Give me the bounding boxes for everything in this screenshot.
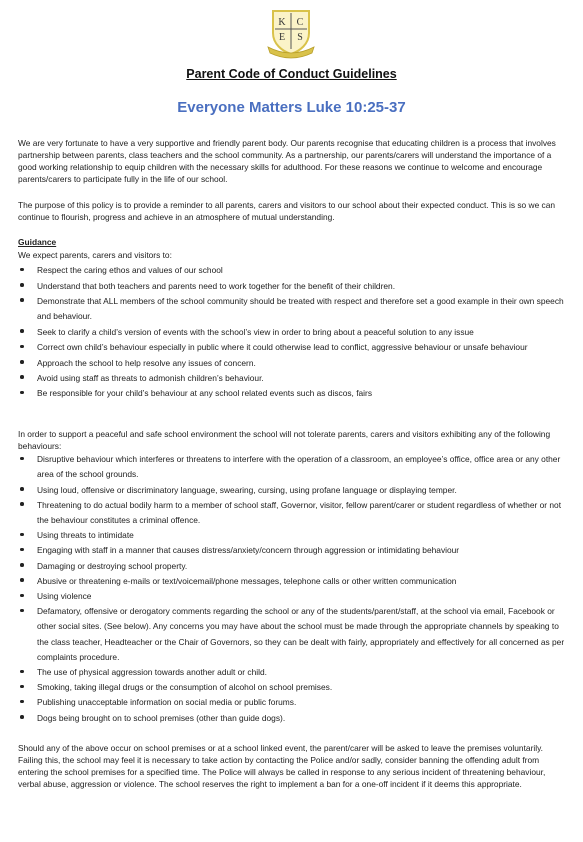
intro-paragraph bbox=[18, 137, 566, 185]
guidance-item: Demonstrate that ALL members of the school community should be treated with respect and therefore set a good example in their own speech and behaviour. bbox=[18, 294, 566, 325]
guidance-item: Approach the school to help resolve any issues of concern. bbox=[18, 356, 566, 371]
crest-letter-e: E bbox=[278, 32, 286, 43]
behaviour-item: Defamatory, offensive or derogatory comments regarding the school or any of the students/parent/staff, at the school via email, Facebook or other social sites. (See below). Any concerns you may have about the school must be made through the appropriate channels by speaking to the class teacher, Headteacher or the Chair of Governors, so they can be dealt with fairly, appropriately and effectively for all concerned as per complaints procedure. bbox=[18, 604, 566, 665]
behaviour-item: Publishing unacceptable information on social media or public forums. bbox=[18, 695, 566, 710]
behaviour-item: Using threats to intimidate bbox=[18, 528, 566, 543]
behaviour-item: Smoking, taking illegal drugs or the consumption of alcohol on school premises. bbox=[18, 680, 566, 695]
school-crest-logo bbox=[265, 9, 317, 59]
crest-letter-k: K bbox=[278, 17, 286, 28]
conclusion-text: Should any of the above occur on school premises or at a school linked event, the parent/carer will be asked to leave the premises voluntarily. Failing this, the school may feel it is necessary to take action by contacting the Police and/or sadly, consider banning the offending adult from entering the school premises for a specified time. The Police will always be called in response to any serious incident of threatening behaviour, verbal abuse, aggression or violence. The school reserves the right to implement a ban for a one-off incident if it deems this appropriate. bbox=[18, 743, 546, 790]
guidance-item: Correct own child’s behaviour especially in public where it could otherwise lead to conflict, aggressive behaviour or unsafe behaviour bbox=[18, 340, 566, 355]
guidance-item: Seek to clarify a child’s version of events with the school’s view in order to bring about a peaceful solution to any issue bbox=[18, 325, 566, 340]
behaviours-section bbox=[18, 428, 566, 726]
intro-text: We are very fortunate to have a very supportive and friendly parent body. Our parents recognise that educating children is a process that involves partnership between parents, class teachers and the school community. As a partnership, our parents/carers will understand the importance of a good working relationship to equip children with the necessary skills for adulthood. For these reasons we continue to welcome and encourage parents/carers to participate fully in the life of our school. bbox=[18, 138, 556, 185]
behaviour-item: The use of physical aggression towards another adult or child. bbox=[18, 665, 566, 680]
behaviour-item: Using loud, offensive or discriminatory language, swearing, cursing, using profane language or displaying temper. bbox=[18, 483, 566, 498]
guidance-item: Be responsible for your child’s behaviour at any school related events such as discos, fairs bbox=[18, 386, 566, 401]
school-motto: Everyone Matters Luke 10:25-37 bbox=[177, 99, 406, 116]
behaviour-item: Disruptive behaviour which interferes or threatens to interfere with the operation of a classroom, an employee’s office, office area or any other area of the school grounds. bbox=[18, 452, 566, 482]
guidance-item: Respect the caring ethos and values of our school bbox=[18, 263, 566, 278]
guidance-item: Understand that both teachers and parents need to work together for the benefit of their children. bbox=[18, 279, 566, 294]
crest-letter-c: C bbox=[296, 17, 304, 28]
behaviour-item: Engaging with staff in a manner that causes distress/anxiety/concern through aggression or intimidating behaviour bbox=[18, 543, 566, 558]
behaviours-list bbox=[18, 452, 566, 726]
guidance-item: Avoid using staff as threats to admonish children’s behaviour. bbox=[18, 371, 566, 386]
conclusion-paragraph bbox=[18, 742, 566, 790]
guidance-section bbox=[18, 236, 566, 402]
behaviour-item: Threatening to do actual bodily harm to a member of school staff, Governor, visitor, fellow parent/carer or student regardless of whether or not the behaviour constitutes a criminal offence. bbox=[18, 498, 566, 528]
purpose-paragraph bbox=[18, 199, 566, 223]
guidance-intro: We expect parents, carers and visitors to: bbox=[18, 250, 172, 261]
document-title: Parent Code of Conduct Guidelines bbox=[186, 67, 397, 81]
crest-letter-s: S bbox=[297, 32, 303, 43]
guidance-heading: Guidance bbox=[18, 237, 57, 247]
behaviour-item: Damaging or destroying school property. bbox=[18, 559, 566, 574]
behaviour-item: Dogs being brought on to school premises (other than guide dogs). bbox=[18, 711, 566, 726]
guidance-list bbox=[18, 263, 566, 402]
behaviour-item: Abusive or threatening e-mails or text/voicemail/phone messages, telephone calls or other written communication bbox=[18, 574, 566, 589]
purpose-text: The purpose of this policy is to provide a reminder to all parents, carers and visitors to our school about their expected conduct. This is so we can continue to flourish, progress and achieve in an atmosphere of mutual understanding. bbox=[18, 200, 556, 223]
behaviours-intro: In order to support a peaceful and safe school environment the school will not tolerate parents, carers and visitors exhibiting any of the following behaviours: bbox=[18, 429, 551, 452]
behaviour-item: Using violence bbox=[18, 589, 566, 604]
